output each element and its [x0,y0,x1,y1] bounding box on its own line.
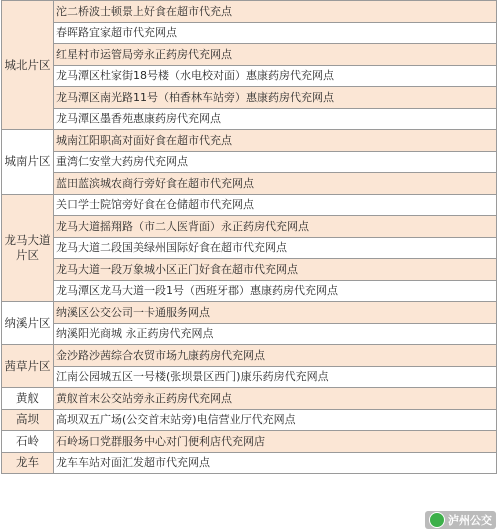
table-row [2,280,497,302]
table-row [2,216,497,238]
outlet-location: 纳溪阳光商城 永正药房代充网点 [54,323,497,345]
table-row [2,259,497,281]
watermark [425,511,496,529]
table-row [2,366,497,388]
table-row [2,108,497,130]
outlet-location: 高坝双五广场(公交首末站旁)电信营业厅代充网点 [54,409,497,431]
outlet-location: 龙马潭区龙马大道一段1号（西班牙郡）惠康药房代充网点 [54,280,497,302]
outlet-location: 龙马大道一段万象城小区正门好食在超市代充网点 [54,259,497,281]
outlet-location: 重湾仁安堂大药房代充网点 [54,151,497,173]
outlet-location: 红星村市运管局旁永正药房代充网点 [54,44,497,66]
outlet-location: 龙马大道摇翔路（市二人医背面）永正药房代充网点 [54,216,497,238]
table-row [2,409,497,431]
outlet-location: 龙马潭区南光路11号（柏香林车站旁）惠康药房代充网点 [54,87,497,109]
outlet-location: 沱二桥波士顿景上好食在超市代充点 [54,1,497,23]
table-row [2,65,497,87]
outlet-location: 春晖路宜家超市代充网点 [54,22,497,44]
table-row [2,302,497,324]
region-name: 石岭 [2,431,54,453]
outlet-location: 金沙路沙茜综合农贸市场九康药房代充网点 [54,345,497,367]
recharge-outlet-table [1,0,497,474]
table-row [2,431,497,453]
outlet-location: 龙马潭区墨香苑惠康药房代充网点 [54,108,497,130]
region-name: 龙车 [2,452,54,474]
region-name: 纳溪片区 [2,302,54,345]
table-row [2,452,497,474]
outlet-location: 石岭场口党群服务中心对门便利店代充网店 [54,431,497,453]
table-row [2,323,497,345]
region-name: 茜草片区 [2,345,54,388]
table-row [2,151,497,173]
outlet-location: 关口学士院馆旁好食在仓储超市代充网点 [54,194,497,216]
table-row [2,130,497,152]
outlet-location: 城南江阳职高对面好食在超市代充点 [54,130,497,152]
table-row [2,87,497,109]
region-name: 高坝 [2,409,54,431]
outlet-location: 龙马大道二段国美绿州国际好食在超市代充网点 [54,237,497,259]
outlet-location: 龙马潭区杜家街18号楼（水电校对面）惠康药房代充网点 [54,65,497,87]
region-name: 城南片区 [2,130,54,195]
table-row [2,22,497,44]
table-row [2,388,497,410]
region-name: 龙马大道片区 [2,194,54,302]
region-name: 城北片区 [2,1,54,130]
outlet-location: 蓝田蓝滨城农商行旁好食在超市代充网点 [54,173,497,195]
table-row [2,345,497,367]
table-row [2,173,497,195]
outlet-location: 龙车车站对面汇发超市代充网点 [54,452,497,474]
table-row [2,237,497,259]
watermark-text: 泸州公交 [448,514,492,527]
outlet-location: 江南公园城五区一号楼(张坝景区西门)康乐药房代充网点 [54,366,497,388]
table-row [2,194,497,216]
outlet-location: 纳溪区公交公司一卡通服务网点 [54,302,497,324]
outlet-location: 黄舣首末公交站旁永正药房代充网点 [54,388,497,410]
table-row [2,1,497,23]
bus-company-logo-icon [429,512,445,528]
table-row [2,44,497,66]
region-name: 黄舣 [2,388,54,410]
